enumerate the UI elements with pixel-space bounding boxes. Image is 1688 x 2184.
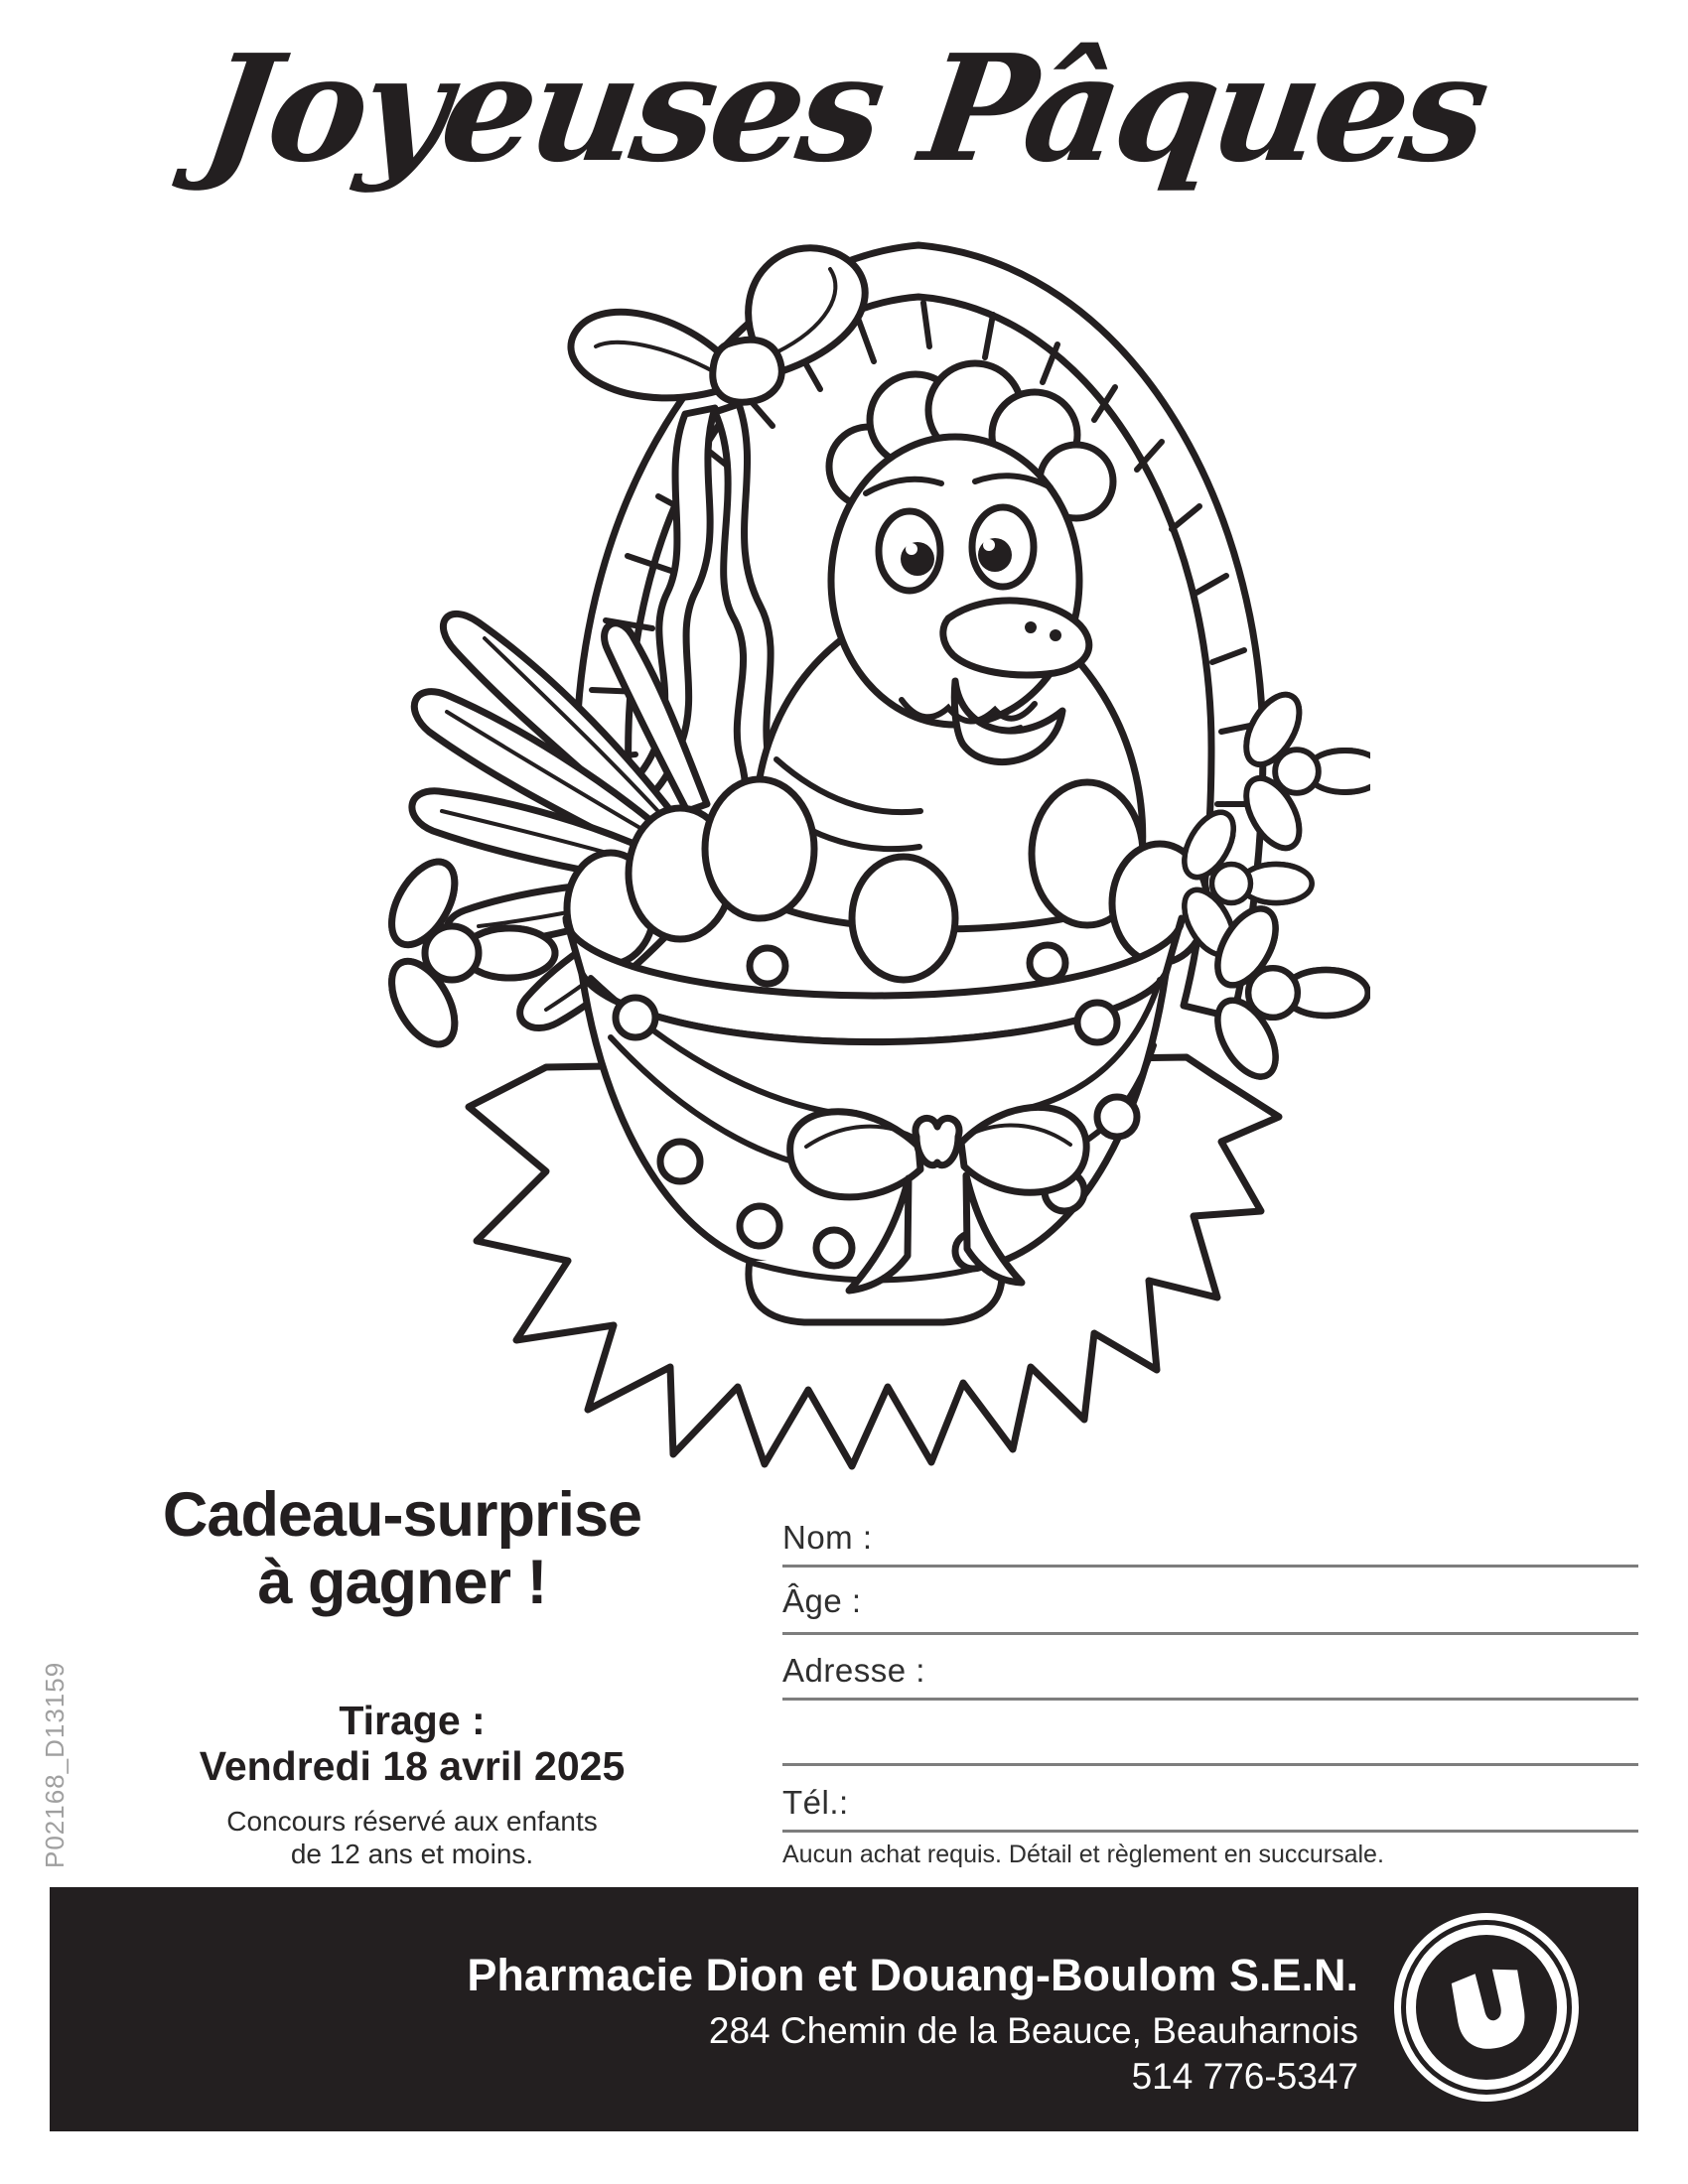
pharmacy-address: 284 Chemin de la Beauce, Beauharnois [708, 2010, 1358, 2051]
uniprix-u-icon [1435, 1956, 1538, 2059]
age-input-line[interactable] [782, 1632, 1638, 1635]
address-input-line[interactable] [782, 1698, 1638, 1701]
pharmacy-phone: 514 776-5347 [1131, 2056, 1358, 2097]
draw-note-line2: de 12 ans et moins. [290, 1839, 534, 1869]
name-label: Nom : [782, 1519, 873, 1556]
phone-label: Tél.: [782, 1784, 849, 1821]
beak [943, 601, 1089, 675]
draw-info [114, 1698, 710, 1870]
uniprix-logo [1394, 1913, 1579, 2102]
address-label: Adresse : [782, 1652, 925, 1689]
address-input-line-2[interactable] [782, 1763, 1638, 1766]
pharmacy-name: Pharmacie Dion et Douang-Boulom S.E.N. [467, 1950, 1358, 2000]
uniprix-logo-inner [1406, 1925, 1567, 2090]
pharmacy-info [467, 1951, 1358, 2098]
bow-knot [915, 1118, 959, 1164]
draw-label: Tirage : [339, 1698, 486, 1743]
age-label: Âge : [782, 1582, 862, 1619]
prize-headline-line2: à gagner ! [257, 1548, 547, 1617]
name-input-line[interactable] [782, 1565, 1638, 1568]
print-code: P02168_D13159 [40, 1661, 70, 1868]
prize-headline-line1: Cadeau-surprise [162, 1480, 642, 1550]
draw-date: Vendredi 18 avril 2025 [199, 1743, 626, 1789]
draw-note [114, 1805, 710, 1870]
draw-note-line1: Concours réservé aux enfants [226, 1806, 598, 1837]
form-disclaimer: Aucun achat requis. Détail et règlement en succursale. [782, 1841, 1384, 1868]
prize-headline [104, 1481, 700, 1616]
page-title: Joyeuses Pâques [193, 22, 1495, 195]
footer-bar [50, 1887, 1638, 2131]
phone-input-line[interactable] [782, 1830, 1638, 1833]
easter-illustration [218, 223, 1370, 1484]
